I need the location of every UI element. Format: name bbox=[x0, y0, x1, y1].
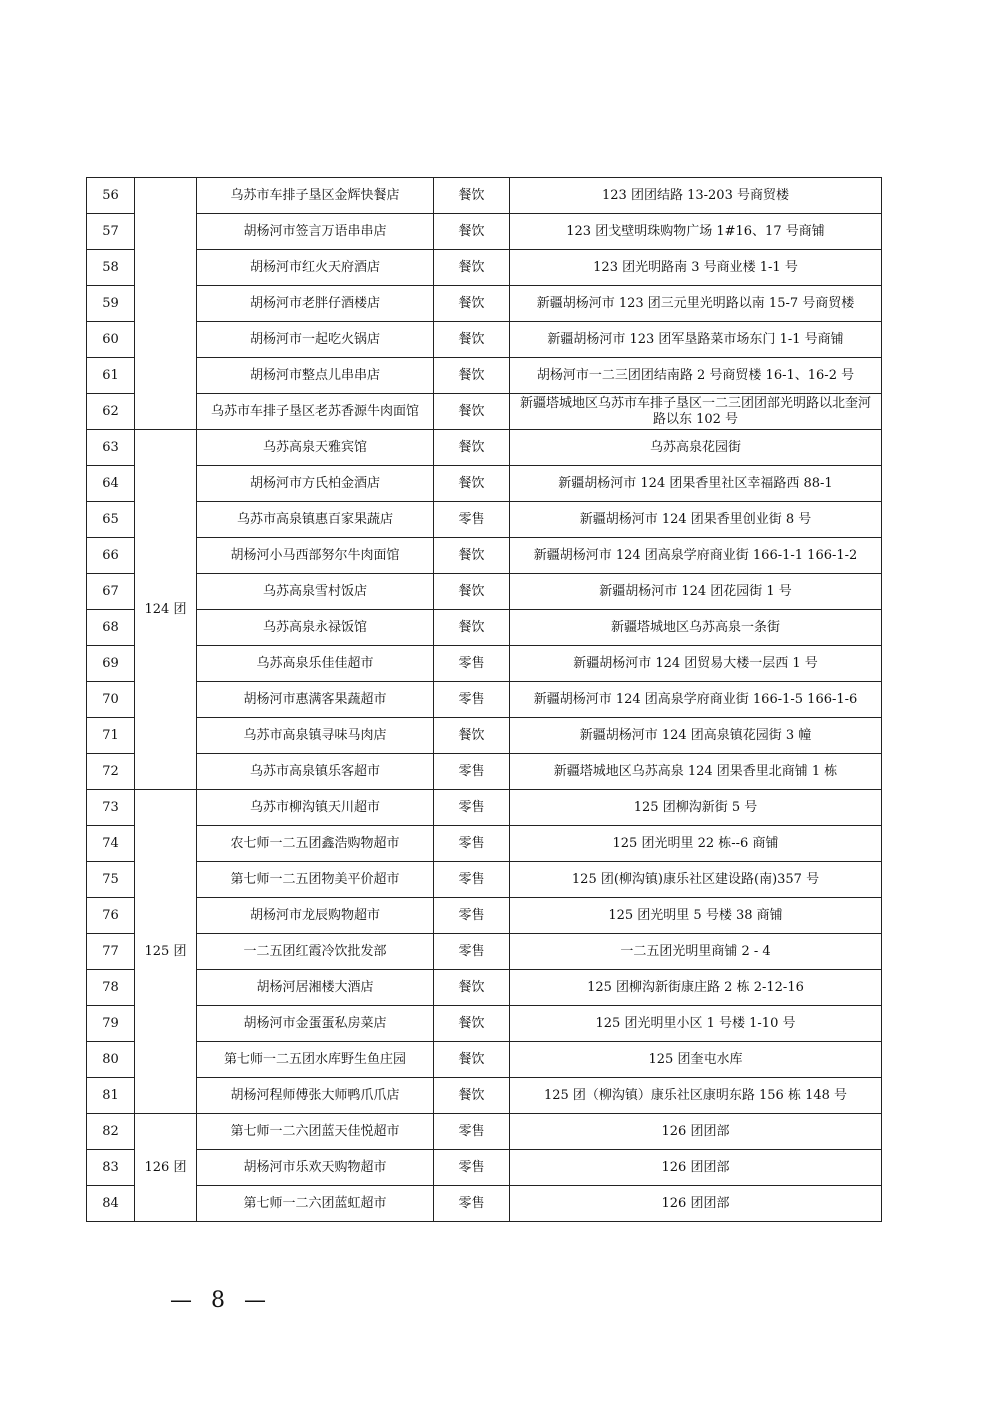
table-row bbox=[87, 250, 882, 286]
store-name: 胡杨河程师傅张大师鸭爪爪店 bbox=[197, 1078, 434, 1114]
business-type: 餐饮 bbox=[434, 358, 510, 394]
table-row bbox=[87, 394, 882, 430]
store-list-table bbox=[86, 177, 882, 1222]
business-type: 餐饮 bbox=[434, 466, 510, 502]
store-address: 126 团团部 bbox=[510, 1114, 882, 1150]
business-type: 零售 bbox=[434, 502, 510, 538]
store-name: 胡杨河市整点儿串串店 bbox=[197, 358, 434, 394]
row-number: 66 bbox=[87, 538, 135, 574]
store-address: 新疆胡杨河市 123 团军垦路菜市场东门 1-1 号商铺 bbox=[510, 322, 882, 358]
table-row bbox=[87, 538, 882, 574]
store-name: 第七师一二六团蓝天佳悦超市 bbox=[197, 1114, 434, 1150]
store-address: 125 团柳沟新街 5 号 bbox=[510, 790, 882, 826]
store-address: 125 团光明里 5 号楼 38 商铺 bbox=[510, 898, 882, 934]
business-type: 餐饮 bbox=[434, 1006, 510, 1042]
business-type: 零售 bbox=[434, 1114, 510, 1150]
table-row bbox=[87, 970, 882, 1006]
store-name: 胡杨河居湘楼大酒店 bbox=[197, 970, 434, 1006]
row-number: 74 bbox=[87, 826, 135, 862]
store-address: 125 团柳沟新街康庄路 2 栋 2-12-16 bbox=[510, 970, 882, 1006]
row-number: 69 bbox=[87, 646, 135, 682]
table-row bbox=[87, 826, 882, 862]
table-row bbox=[87, 214, 882, 250]
row-number: 64 bbox=[87, 466, 135, 502]
business-type: 餐饮 bbox=[434, 430, 510, 466]
business-type: 餐饮 bbox=[434, 322, 510, 358]
row-number: 73 bbox=[87, 790, 135, 826]
store-address: 125 团光明里小区 1 号楼 1-10 号 bbox=[510, 1006, 882, 1042]
store-address: 新疆胡杨河市 124 团高泉学府商业街 166-1-1 166-1-2 bbox=[510, 538, 882, 574]
store-address: 125 团(柳沟镇)康乐社区建设路(南)357 号 bbox=[510, 862, 882, 898]
row-number: 77 bbox=[87, 934, 135, 970]
row-number: 83 bbox=[87, 1150, 135, 1186]
page-number: — 8 — bbox=[170, 1288, 272, 1313]
store-name: 乌苏市车排子垦区金辉快餐店 bbox=[197, 178, 434, 214]
table-row bbox=[87, 574, 882, 610]
store-name: 第七师一二五团水库野生鱼庄园 bbox=[197, 1042, 434, 1078]
store-address: 125 团奎屯水库 bbox=[510, 1042, 882, 1078]
store-address: 126 团团部 bbox=[510, 1150, 882, 1186]
row-number: 84 bbox=[87, 1186, 135, 1222]
store-address: 新疆胡杨河市 124 团花园街 1 号 bbox=[510, 574, 882, 610]
store-name: 胡杨河市签言万语串串店 bbox=[197, 214, 434, 250]
table-row bbox=[87, 358, 882, 394]
store-name: 乌苏市高泉镇寻味马肉店 bbox=[197, 718, 434, 754]
table-row bbox=[87, 790, 882, 826]
table-row bbox=[87, 430, 882, 466]
store-name: 胡杨河市龙辰购物超市 bbox=[197, 898, 434, 934]
store-address: 126 团团部 bbox=[510, 1186, 882, 1222]
store-address: 新疆塔城地区乌苏高泉 124 团果香里北商铺 1 栋 bbox=[510, 754, 882, 790]
table-row bbox=[87, 934, 882, 970]
regiment-cell: 124 团 bbox=[135, 430, 197, 790]
row-number: 72 bbox=[87, 754, 135, 790]
business-type: 零售 bbox=[434, 646, 510, 682]
business-type: 零售 bbox=[434, 898, 510, 934]
store-name: 乌苏市高泉镇惠百家果蔬店 bbox=[197, 502, 434, 538]
table-row bbox=[87, 718, 882, 754]
store-name: 农七师一二五团鑫浩购物超市 bbox=[197, 826, 434, 862]
business-type: 零售 bbox=[434, 934, 510, 970]
regiment-cell bbox=[135, 178, 197, 430]
business-type: 餐饮 bbox=[434, 538, 510, 574]
table-row bbox=[87, 754, 882, 790]
store-address: 新疆胡杨河市 123 团三元里光明路以南 15-7 号商贸楼 bbox=[510, 286, 882, 322]
row-number: 61 bbox=[87, 358, 135, 394]
regiment-cell: 126 团 bbox=[135, 1114, 197, 1222]
business-type: 餐饮 bbox=[434, 1078, 510, 1114]
business-type: 餐饮 bbox=[434, 250, 510, 286]
business-type: 餐饮 bbox=[434, 718, 510, 754]
business-type: 零售 bbox=[434, 826, 510, 862]
table-row bbox=[87, 1042, 882, 1078]
table-row bbox=[87, 1186, 882, 1222]
row-number: 62 bbox=[87, 394, 135, 430]
store-name: 胡杨河小马西部努尔牛肉面馆 bbox=[197, 538, 434, 574]
store-address: 新疆胡杨河市 124 团果香里社区幸福路西 88-1 bbox=[510, 466, 882, 502]
table-body bbox=[87, 178, 882, 1222]
table-row bbox=[87, 1006, 882, 1042]
business-type: 餐饮 bbox=[434, 574, 510, 610]
table-row bbox=[87, 322, 882, 358]
row-number: 57 bbox=[87, 214, 135, 250]
store-name: 胡杨河市一起吃火锅店 bbox=[197, 322, 434, 358]
store-name: 胡杨河市方氏柏金酒店 bbox=[197, 466, 434, 502]
store-address: 123 团戈壁明珠购物广场 1#16、17 号商铺 bbox=[510, 214, 882, 250]
store-name: 乌苏市车排子垦区老苏香源牛肉面馆 bbox=[197, 394, 434, 430]
store-name: 乌苏市柳沟镇天川超市 bbox=[197, 790, 434, 826]
store-name: 乌苏高泉天雅宾馆 bbox=[197, 430, 434, 466]
store-name: 一二五团红霞冷饮批发部 bbox=[197, 934, 434, 970]
business-type: 餐饮 bbox=[434, 214, 510, 250]
store-name: 胡杨河市红火天府酒店 bbox=[197, 250, 434, 286]
business-type: 零售 bbox=[434, 862, 510, 898]
row-number: 65 bbox=[87, 502, 135, 538]
row-number: 58 bbox=[87, 250, 135, 286]
table-row bbox=[87, 502, 882, 538]
row-number: 75 bbox=[87, 862, 135, 898]
store-name: 第七师一二五团物美平价超市 bbox=[197, 862, 434, 898]
row-number: 71 bbox=[87, 718, 135, 754]
table-row bbox=[87, 1078, 882, 1114]
store-name: 胡杨河市老胖仔酒楼店 bbox=[197, 286, 434, 322]
business-type: 餐饮 bbox=[434, 610, 510, 646]
table-row bbox=[87, 178, 882, 214]
store-address: 123 团团结路 13-203 号商贸楼 bbox=[510, 178, 882, 214]
store-address: 新疆胡杨河市 124 团高泉学府商业街 166-1-5 166-1-6 bbox=[510, 682, 882, 718]
row-number: 81 bbox=[87, 1078, 135, 1114]
row-number: 80 bbox=[87, 1042, 135, 1078]
business-type: 餐饮 bbox=[434, 1042, 510, 1078]
store-name: 胡杨河市惠满客果蔬超市 bbox=[197, 682, 434, 718]
row-number: 82 bbox=[87, 1114, 135, 1150]
store-address: 新疆胡杨河市 124 团高泉镇花园街 3 幢 bbox=[510, 718, 882, 754]
store-address: 新疆胡杨河市 124 团贸易大楼一层西 1 号 bbox=[510, 646, 882, 682]
store-name: 乌苏高泉永禄饭馆 bbox=[197, 610, 434, 646]
row-number: 67 bbox=[87, 574, 135, 610]
store-name: 乌苏市高泉镇乐客超市 bbox=[197, 754, 434, 790]
row-number: 56 bbox=[87, 178, 135, 214]
business-type: 零售 bbox=[434, 790, 510, 826]
store-address: 123 团光明路南 3 号商业楼 1-1 号 bbox=[510, 250, 882, 286]
regiment-cell: 125 团 bbox=[135, 790, 197, 1114]
table-row bbox=[87, 466, 882, 502]
store-address: 胡杨河市一二三团团结南路 2 号商贸楼 16-1、16-2 号 bbox=[510, 358, 882, 394]
business-type: 零售 bbox=[434, 1150, 510, 1186]
row-number: 60 bbox=[87, 322, 135, 358]
business-type: 餐饮 bbox=[434, 178, 510, 214]
store-address: 新疆塔城地区乌苏高泉一条街 bbox=[510, 610, 882, 646]
store-name: 胡杨河市金蛋蛋私房菜店 bbox=[197, 1006, 434, 1042]
business-type: 零售 bbox=[434, 1186, 510, 1222]
row-number: 63 bbox=[87, 430, 135, 466]
business-type: 餐饮 bbox=[434, 394, 510, 430]
store-address: 新疆胡杨河市 124 团果香里创业街 8 号 bbox=[510, 502, 882, 538]
row-number: 68 bbox=[87, 610, 135, 646]
store-address: 125 团光明里 22 栋--6 商铺 bbox=[510, 826, 882, 862]
business-type: 餐饮 bbox=[434, 970, 510, 1006]
row-number: 79 bbox=[87, 1006, 135, 1042]
row-number: 76 bbox=[87, 898, 135, 934]
table-row bbox=[87, 898, 882, 934]
table-row bbox=[87, 1150, 882, 1186]
table-row bbox=[87, 862, 882, 898]
table-row bbox=[87, 646, 882, 682]
table-row bbox=[87, 610, 882, 646]
store-name: 乌苏高泉乐佳佳超市 bbox=[197, 646, 434, 682]
store-name: 胡杨河市乐欢天购物超市 bbox=[197, 1150, 434, 1186]
row-number: 78 bbox=[87, 970, 135, 1006]
table-row bbox=[87, 682, 882, 718]
business-type: 零售 bbox=[434, 754, 510, 790]
table-row bbox=[87, 286, 882, 322]
store-name: 第七师一二六团蓝虹超市 bbox=[197, 1186, 434, 1222]
store-address: 新疆塔城地区乌苏市车排子垦区一二三团团部光明路以北奎河路以东 102 号 bbox=[510, 394, 882, 430]
table-row bbox=[87, 1114, 882, 1150]
store-address: 125 团（柳沟镇）康乐社区康明东路 156 栋 148 号 bbox=[510, 1078, 882, 1114]
business-type: 零售 bbox=[434, 682, 510, 718]
store-address: 乌苏高泉花园街 bbox=[510, 430, 882, 466]
row-number: 70 bbox=[87, 682, 135, 718]
store-address: 一二五团光明里商铺 2 - 4 bbox=[510, 934, 882, 970]
business-type: 餐饮 bbox=[434, 286, 510, 322]
store-name: 乌苏高泉雪村饭店 bbox=[197, 574, 434, 610]
row-number: 59 bbox=[87, 286, 135, 322]
